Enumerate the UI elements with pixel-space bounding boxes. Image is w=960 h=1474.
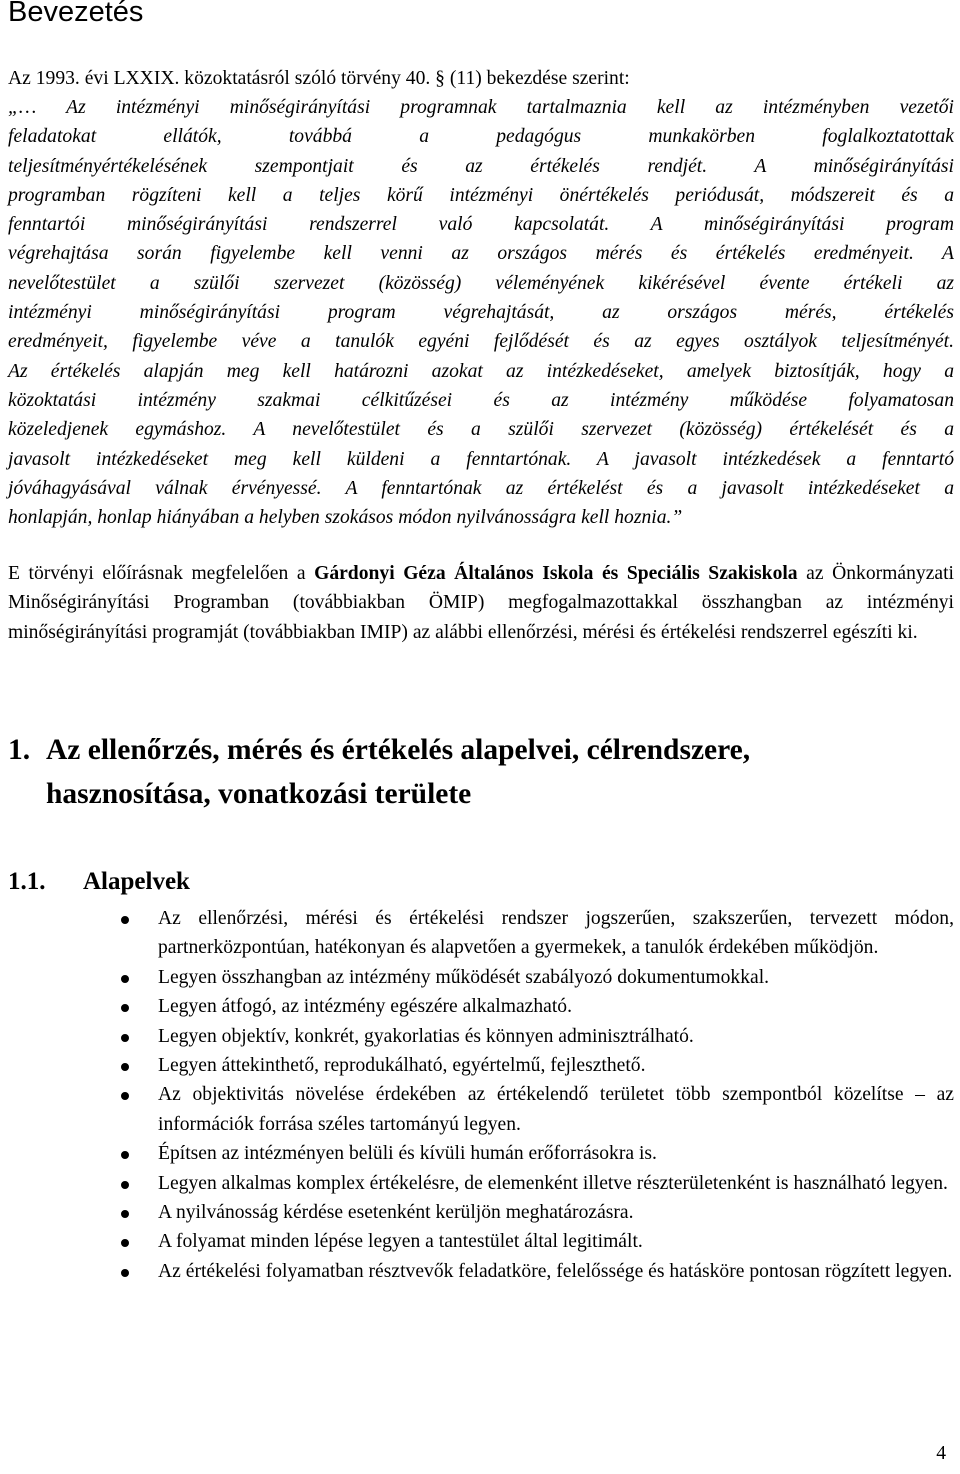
- subsection-number: 1.1.: [8, 868, 46, 895]
- list-item: [8, 963, 954, 992]
- law-quote: [8, 93, 954, 532]
- list-item: [8, 1169, 954, 1198]
- subsection-title: Alapelvek: [83, 868, 190, 895]
- bullet-icon: [121, 1034, 129, 1042]
- quote-line: programban rögzíteni kell a teljes körű intézményi önértékelés periódusát, módszereit és a: [8, 184, 954, 206]
- list-item: [8, 1257, 954, 1286]
- list-item-text: Legyen összhangban az intézmény működését szabályozó dokumentumokkal.: [158, 966, 770, 988]
- list-item-text: Az ellenőrzési, mérési és értékelési rendszer jogszerűen, szakszerűen, tervezett módon, partnerközpontúan, hatékonyan és alapvetően a gyermekek, a tanulók érdekében működjön.: [158, 908, 954, 959]
- page-title: Bevezetés: [8, 0, 144, 28]
- page-number: 4: [936, 1443, 946, 1464]
- quote-line: eredményeit, figyelembe véve a tanulók egyéni fejlődését és az egyes osztályok teljesítményét.: [8, 331, 954, 353]
- list-item: [8, 1139, 954, 1168]
- paragraph-text-start: E törvényi előírásnak megfelelően a: [8, 563, 315, 584]
- list-item-text: Legyen átfogó, az intézmény egészére alkalmazható.: [158, 996, 572, 1018]
- section-heading-line2: hasznosítása, vonatkozási területe: [46, 778, 472, 810]
- list-item: [8, 1022, 954, 1051]
- paragraph-text-end: az Önkormányzati Minőségirányítási Programban (továbbiakban ÖMIP) megfogalmazottakkal összhangban az intézményi minőségirányítási programját (továbbiakban IMIP) az alábbi ellenőrzési, mérési és értékelési rendszerrel egészíti ki.: [8, 563, 954, 643]
- list-item-text: Legyen alkalmas komplex értékelésre, de elemenként illetve részterületenként is használható legyen.: [158, 1172, 948, 1194]
- quote-line: intézményi minőségirányítási program végrehajtását, az országos mérés, értékelés: [8, 302, 954, 324]
- quote-line: közeledjenek egymáshoz. A nevelőtestület és a szülői szervezet (közösség) értékelését és a: [8, 419, 954, 441]
- list-item: [8, 992, 954, 1021]
- bullet-icon: [121, 1063, 129, 1071]
- list-item: [8, 1227, 954, 1256]
- list-item: [8, 904, 954, 963]
- bullet-icon: [121, 1092, 129, 1100]
- school-paragraph: [8, 559, 954, 647]
- quote-line: végrehajtása során figyelembe kell venni az országos mérés és értékelés eredményeit. A: [8, 243, 954, 265]
- bullet-icon: [121, 1269, 129, 1277]
- quote-line: jóváhagyásával válnak érvényessé. A fenntartónak az értékelést és a javasolt intézkedéseket a: [8, 477, 954, 499]
- quote-line: fenntartói minőségirányítási rendszerrel való kapcsolatát. A minőségirányítási program: [8, 214, 954, 236]
- bullet-icon: [121, 1004, 129, 1012]
- bullet-icon: [121, 975, 129, 983]
- quote-line: javasolt intézkedéseket meg kell küldeni a fenntartónak. A javasolt intézkedések a fenntartó: [8, 448, 954, 470]
- bullet-icon: [121, 1151, 129, 1159]
- quote-line: nevelőtestület a szülői szervezet (közösség) véleményének kikérésével évente értékeli az: [8, 272, 954, 294]
- list-item-text: A nyilvánosság kérdése esetenként kerüljön meghatározásra.: [158, 1202, 634, 1224]
- quote-line: teljesítményértékelésének szempontjait és az értékelés rendjét. A minőségirányítási: [8, 155, 954, 177]
- list-item-text: A folyamat minden lépése legyen a tantestület által legitimált.: [158, 1231, 643, 1253]
- list-item-text: Építsen az intézményen belüli és kívüli humán erőforrásokra is.: [158, 1143, 657, 1165]
- intro-text: Az 1993. évi LXXIX. közoktatásról szóló törvény 40. § (11) bekezdése szerint:: [8, 68, 630, 89]
- list-item: [8, 1051, 954, 1080]
- subsection-heading: [8, 862, 190, 902]
- list-item: [8, 1198, 954, 1227]
- bullet-icon: [121, 916, 129, 924]
- quote-line: feladatokat ellátók, továbbá a pedagógus munkakörben foglalkoztatottak: [8, 126, 954, 148]
- list-item: [8, 1080, 954, 1139]
- quote-line: honlapján, honlap hiányában a helyben szokásos módon nyilvánosságra kell hoznia.”: [8, 507, 683, 529]
- bullet-icon: [121, 1239, 129, 1247]
- quote-line: Az értékelés alapján meg kell határozni azokat az intézkedéseket, amelyek biztosítják, hogy a: [8, 360, 954, 382]
- list-item-text: Legyen áttekinthető, reprodukálható, egyértelmű, fejleszthető.: [158, 1055, 646, 1077]
- list-item-text: Az objektivitás növelése érdekében az értékelendő területet több szempontból közelítse – az információk forrása széles tartományú legyen.: [158, 1084, 954, 1135]
- quote-line: „… Az intézményi minőségirányítási programnak tartalmaznia kell az intézményben vezetői: [8, 97, 954, 118]
- bullet-icon: [121, 1181, 129, 1189]
- quote-line: közoktatási intézmény szakmai célkitűzései és az intézmény működése folyamatosan: [8, 389, 954, 411]
- section-heading-line1: Az ellenőrzés, mérés és értékelés alapelvei, célrendszere,: [46, 734, 751, 766]
- section-number: 1.: [8, 734, 31, 766]
- list-item-text: Az értékelési folyamatban résztvevők feladatköre, felelőssége és hatásköre pontosan rögzített legyen.: [158, 1260, 953, 1282]
- principles-list: [8, 904, 954, 1286]
- section-heading: [8, 728, 954, 816]
- school-name: Gárdonyi Géza Általános Iskola és Speciális Szakiskola: [314, 563, 798, 584]
- list-item-text: Legyen objektív, konkrét, gyakorlatias és könnyen adminisztrálható.: [158, 1025, 694, 1047]
- bullet-icon: [121, 1210, 129, 1218]
